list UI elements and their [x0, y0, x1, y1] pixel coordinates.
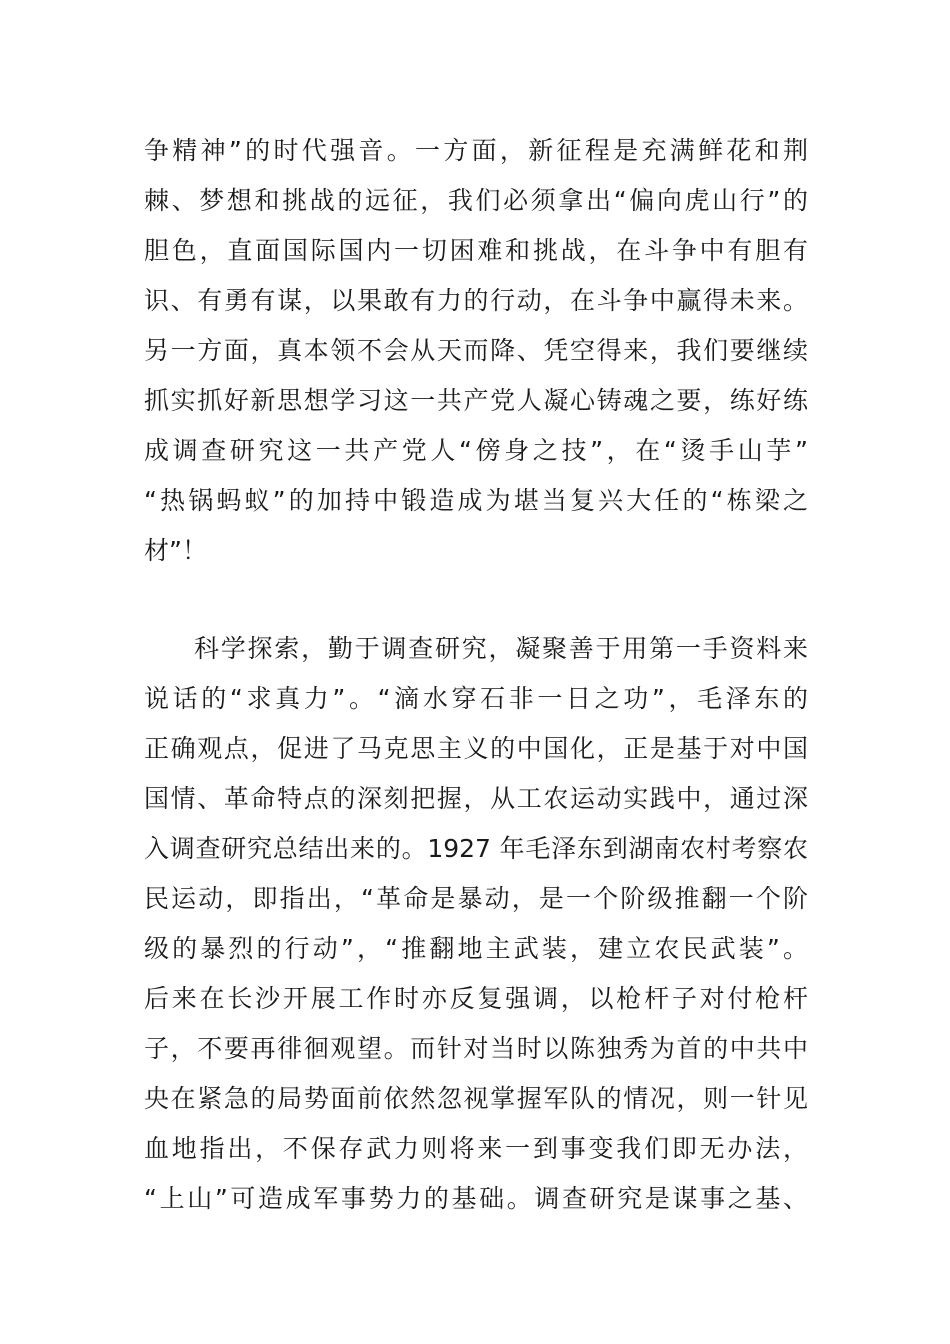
paragraph-2: [144, 624, 808, 1224]
paragraph-line: 后来在长沙开展工作时亦反复强调，以枪杆子对付枪杆: [144, 984, 808, 1013]
paragraph-line: 另一方面，真本领不会从天而降、凭空得来，我们要继续: [144, 336, 808, 365]
paragraph-line: 子，不要再徘徊观望。而针对当时以陈独秀为首的中共中: [144, 1034, 808, 1063]
paragraph-line: 科学探索，勤于调查研究，凝聚善于用第一手资料来: [194, 634, 808, 663]
paragraph-line: 胆色，直面国际国内一切困难和挑战，在斗争中有胆有: [144, 236, 808, 265]
paragraph-line: 棘、梦想和挑战的远征，我们必须拿出“偏向虎山行”的: [144, 186, 808, 215]
paragraph-line: 级的暴烈的行动”，“推翻地主武装，建立农民武装”。: [144, 934, 808, 963]
paragraph-1: [144, 126, 808, 576]
paragraph-line: 国情、革命特点的深刻把握，从工农运动实践中，通过深: [144, 784, 808, 813]
paragraph-line: 争精神”的时代强音。一方面，新征程是充满鲜花和荆: [144, 136, 808, 165]
paragraph-line: 材”！: [144, 536, 207, 565]
paragraph-line: 正确观点，促进了马克思主义的中国化，正是基于对中国: [144, 734, 808, 763]
paragraph-line: 说话的“求真力”。“滴水穿石非一日之功”，毛泽东的: [144, 684, 808, 713]
paragraph-line: 抓实抓好新思想学习这一共产党人凝心铸魂之要，练好练: [144, 386, 808, 415]
paragraph-line: 血地指出，不保存武力则将来一到事变我们即无办法，: [144, 1134, 808, 1163]
paragraph-line: 识、有勇有谋，以果敢有力的行动，在斗争中赢得未来。: [144, 286, 808, 315]
paragraph-line: 成调查研究这一共产党人“傍身之技”，在“烫手山芋”: [144, 436, 808, 465]
paragraph-line: 民运动，即指出，“革命是暴动，是一个阶级推翻一个阶: [144, 884, 808, 913]
paragraph-line: “上山”可造成军事势力的基础。调查研究是谋事之基、: [144, 1184, 808, 1213]
paragraph-line: 央在紧急的局势面前依然忽视掌握军队的情况，则一针见: [144, 1084, 808, 1113]
paragraph-line: 入调查研究总结出来的。1927 年毛泽东到湖南农村考察农: [144, 834, 808, 863]
paragraph-line: “热锅蚂蚁”的加持中锻造成为堪当复兴大任的“栋梁之: [144, 486, 808, 515]
